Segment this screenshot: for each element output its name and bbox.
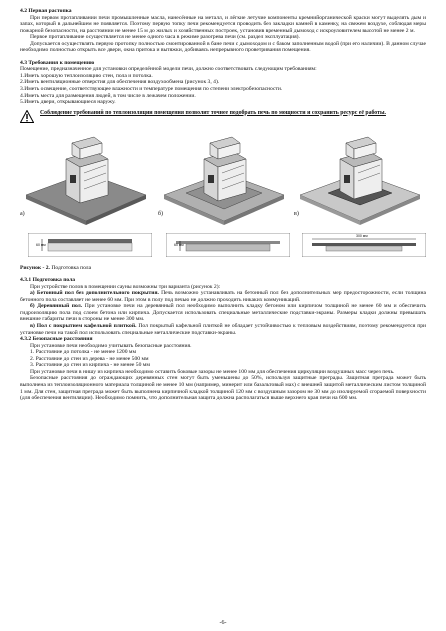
paragraph-option-c: в) Пол с покрытием кафельной плиткой. Пол покрытый кафельной плиткой не обладает устойчивостью к тепловым воздействиям, поэтому рекомендуется при установке печи на такой пол использовать специальные металлические подставки-экраны. (20, 323, 426, 336)
section-strip-a (28, 233, 152, 257)
paragraph: Безопасные расстояния до ограждающих деревянных стен могут быть уменьшены до 50%, используя защитные преграды. Защитная преграда может быть выполнена из теплоизоляционного материала толщиной не менее 10 мм (например, минерит или базальтовый мах) с внешней защитой металлическим листом толщиной 1 мм. Для стен, защитная преграда может быть выполнена кирпичной кладкой толщиной 120 мм с воздушным зазором не 30 мм до изолируемой сгораемой поверхности (для обеспечения вентиляции). Необходимо помнить, что дополнительная защита должна располагаться выше верхнего края печи на 600 мм. (20, 375, 426, 402)
list-item: 1.Иметь хорошую теплоизоляцию стен, пола и потолка. (20, 72, 153, 79)
paragraph-option-b: б) Деревянный пол. При установке печи на деревянный пол необходимо выполнить кладку бетоном или кирпичом толщиной не менее 60 мм и обеспечить гидроизоляцию пола под слоем бетона или кирпича. Допускается использовать специальные металлические подставки-экраны. Размеры кладки должны превышать внешние габариты печи в стороны не менее 300 мм. (20, 303, 426, 323)
paragraph: Помещение, предназначенное для установки определённой модели печи, должно соответствовать следующим требованиям: (20, 66, 317, 73)
warning-block (20, 110, 426, 123)
list-item: 5.Иметь двери, открывающиеся наружу. (20, 99, 116, 106)
dimension-label: 60 мм (174, 242, 184, 247)
list-item: 2. Расстояние до стен из дерева - не менее 500 мм (30, 355, 149, 362)
paragraph: Первое протапливание осуществляется не менее одного часа в режиме разогрева печи (см. раздел эксплуатация). (30, 34, 300, 41)
list-item: 4.Иметь места для размещения людей, в том числе в лежачем положении. (20, 92, 196, 99)
section-heading-first-firing: 4.2 Первая растопка (20, 8, 72, 14)
figure-caption: Рисунок - 2. Подготовка пола (20, 264, 92, 271)
warning-text: Соблюдение требований по теплоизоляции помещения позволит точнее подобрать печь по мощности и сохранить ресурс её работы. (40, 109, 386, 116)
figure-a-concrete-floor (22, 129, 150, 225)
distances-list (20, 349, 426, 369)
requirements-list (20, 73, 426, 106)
paragraph: Допускается осуществлять первую протопку полностью смонтированной в бане печи с дымоходом и с баком заполненным водой (при его наличии). В данном случае необходимо полностью открыть все двери, окна притока и вытяжки, добиваясь непрерывного проветривания помещения. (20, 40, 426, 54)
section-strip-b (166, 233, 290, 257)
section-heading-safe-distances: 4.3.2 Безопасные расстояния (20, 336, 93, 343)
document-page (20, 8, 426, 402)
paragraph-option-a: а) Бетонный пол без дополнительного покрытия. Печь возможно устанавливать на бетонный пол без дополнительных мер предосторожности, если толщина бетонного пола составляет не менее 60 мм. При этом в полу под печью не должно проходить никаких коммуникаций. (20, 290, 427, 303)
figure-b-wooden-floor (160, 129, 288, 225)
page-number: -6- (219, 620, 227, 626)
warning-icon (20, 110, 34, 123)
dimension-label: 60 мм (36, 242, 46, 247)
figure-label-a: а) (20, 210, 25, 217)
figure-c-tiled-floor (296, 129, 424, 225)
section-heading-room-requirements: 4.3 Требования к помещению (20, 59, 95, 66)
list-item: 3. Расстояние до стен из кирпича - не менее 50 мм (30, 362, 150, 369)
dimension-label: 300 мм (356, 233, 368, 238)
floor-preparation-figures (20, 129, 426, 261)
figure-label-c: в) (294, 210, 299, 217)
paragraph: При устройстве полов в помещении сауны возможны три варианта (рисунок 2): (30, 283, 221, 290)
section-heading-floor-preparation: 4.3.1 Подготовка пола (20, 277, 76, 284)
list-item: 2.Иметь вентиляционные отверстия для обеспечения воздухообмена (рисунок 3, 4). (20, 79, 220, 86)
paragraph: При первом протапливании печи промышленные масла, нанесённые на металл, и лёгкие летучие компоненты кремнийорганической краски могут выделять дым и запах, который в дальнейшем не появляется. Поэтому первую топку печи рекомендуется проводить без закладки камней в каменку, на свежем воздухе, соблюдая меры пожарной безопасности, на расстоянии не менее 15 м до жилых и хозяйственных построек, установив временный дымоход с искроуловителем высотой не менее 2 м. (20, 14, 426, 34)
paragraph: При установке печи необходимо учитывать безопасные расстояния. (30, 342, 192, 349)
list-item: 1. Расстояние до потолка - не менее 1200 мм (30, 349, 136, 356)
paragraph: При установке печи в нишу из кирпича необходимо оставить боковые зазоры не менее 100 мм для обеспечения циркуляции воздушных масс через печь. (30, 368, 395, 375)
figure-label-b: б) (158, 210, 164, 217)
list-item: 3.Иметь освещение, соответствующее влажности и температуре помещения по степени электробезопасности. (20, 86, 283, 93)
